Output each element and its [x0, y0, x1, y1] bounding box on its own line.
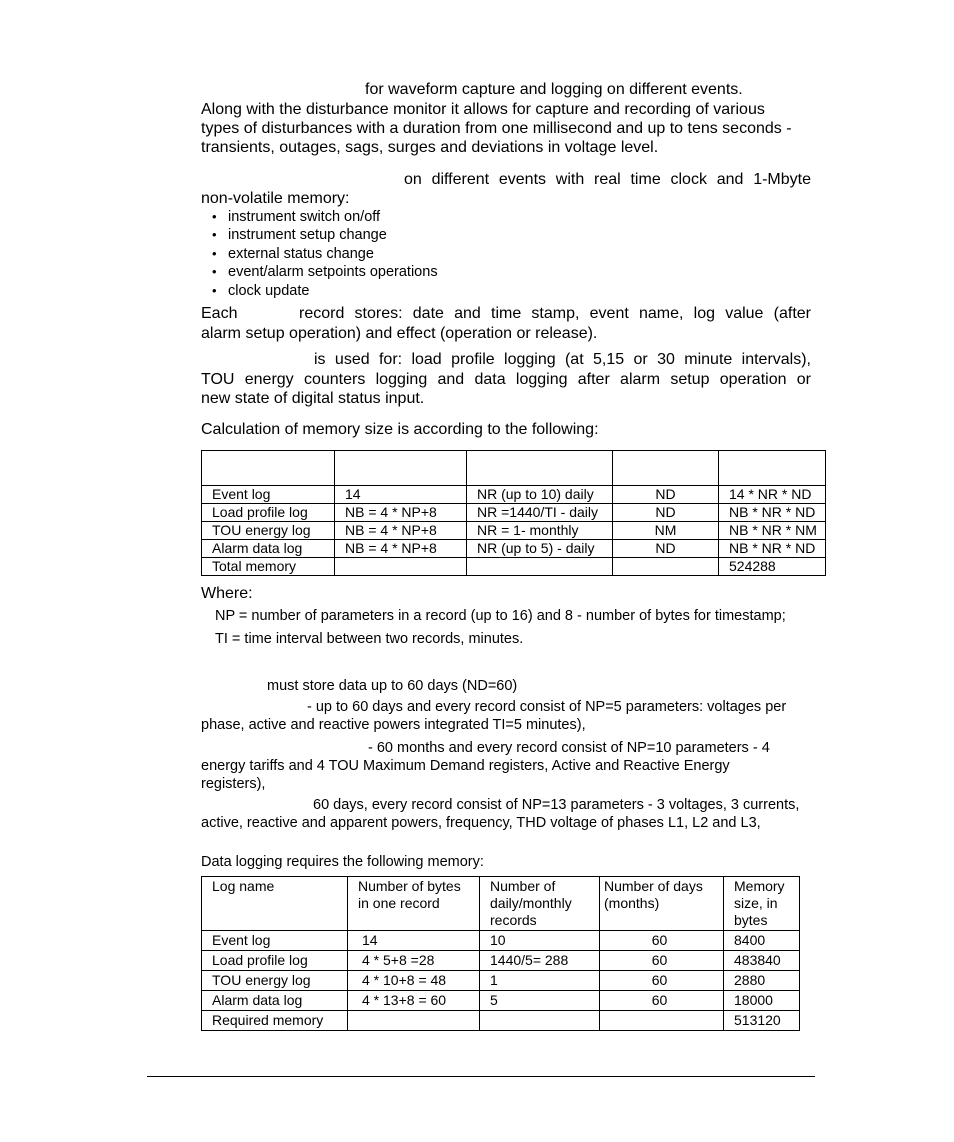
event-list	[201, 208, 438, 300]
table-row	[202, 931, 800, 951]
table-cell: NR (up to 10) daily	[467, 486, 613, 504]
data-log-line-3: new state of digital status input.	[201, 390, 425, 407]
table-cell: 60	[600, 931, 724, 951]
table-cell: 483840	[724, 951, 800, 971]
table-cell: ND	[613, 540, 719, 558]
table-cell: NR =1440/TI - daily	[467, 504, 613, 522]
table-row	[202, 991, 800, 1011]
table-cell: 18000	[724, 991, 800, 1011]
table-cell: 4 * 10+8 = 48	[348, 971, 480, 991]
table-cell: 60	[600, 991, 724, 1011]
table-row	[202, 540, 826, 558]
table-cell: 14	[348, 931, 480, 951]
table-header-row	[202, 877, 800, 931]
column-header: Log name	[202, 877, 348, 931]
table-cell: ND	[613, 486, 719, 504]
example-alarm: 60 days, every record consist of NP=13 parameters - 3 voltages, 3 currents, active, reactive and apparent powers, frequency, THD voltage of phases L1, L2 and L3,	[201, 797, 800, 831]
column-header: Number of bytes in one record	[348, 877, 480, 931]
table-cell: TOU energy log	[202, 522, 335, 540]
record-each: Each	[201, 305, 238, 322]
table-cell: NB = 4 * NP+8	[335, 540, 467, 558]
event-log-line: on different events with real time clock and 1-Mbyte	[404, 171, 811, 188]
where-ti: TI = time interval between two records, minutes.	[215, 631, 524, 647]
table-cell	[480, 1011, 600, 1031]
table-cell: 513120	[724, 1011, 800, 1031]
intro-line: for waveform capture and logging on different events.	[365, 81, 743, 98]
list-item: • instrument switch on/off	[201, 208, 438, 226]
table-row	[202, 1011, 800, 1031]
table-cell: Load profile log	[202, 951, 348, 971]
column-header: Memory size, in bytes	[724, 877, 800, 931]
table-cell: NM	[613, 522, 719, 540]
calc-heading: Calculation of memory size is according to the following:	[201, 421, 599, 438]
data-log-line: is used for: load profile logging (at 5,15 or 30 minute intervals),	[314, 351, 811, 368]
column-header: Number of days (months)	[600, 877, 724, 931]
table-cell	[348, 1011, 480, 1031]
event-log-memory: non-volatile memory:	[201, 190, 350, 207]
table-row	[202, 522, 826, 540]
table-cell: 2880	[724, 971, 800, 991]
table-cell: Total memory	[202, 558, 335, 576]
table-cell: NR = 1- monthly	[467, 522, 613, 540]
table-cell: NB * NR * NM	[719, 522, 826, 540]
required-memory-table	[201, 876, 800, 1031]
list-item: • clock update	[201, 282, 438, 300]
table-cell: Alarm data log	[202, 540, 335, 558]
table-cell: Alarm data log	[202, 991, 348, 1011]
table-cell: 1440/5= 288	[480, 951, 600, 971]
table-cell: NB = 4 * NP+8	[335, 522, 467, 540]
table-row	[202, 504, 826, 522]
table-cell	[467, 558, 613, 576]
table-cell: 8400	[724, 931, 800, 951]
example-load-profile: - up to 60 days and every record consist of NP=5 parameters: voltages per phase, active and reactive powers integrated TI=5 minutes),	[201, 699, 787, 733]
record-description-2: alarm setup operation) and effect (operation or release).	[201, 325, 598, 342]
table-cell: TOU energy log	[202, 971, 348, 991]
table-cell: NB * NR * ND	[719, 504, 826, 522]
example-requires: Data logging requires the following memory:	[201, 854, 484, 870]
list-item: • event/alarm setpoints operations	[201, 263, 438, 281]
table-cell: ND	[613, 504, 719, 522]
table-cell: Load profile log	[202, 504, 335, 522]
table-row	[202, 558, 826, 576]
table-cell: NB = 4 * NP+8	[335, 504, 467, 522]
where-label: Where:	[201, 585, 253, 602]
table-cell: Event log	[202, 931, 348, 951]
table-cell: 10	[480, 931, 600, 951]
where-np: NP = number of parameters in a record (up to 16) and 8 - number of bytes for timestamp;	[215, 608, 786, 624]
column-header: Number of daily/monthly records	[480, 877, 600, 931]
table-cell: Event log	[202, 486, 335, 504]
list-item: • external status change	[201, 245, 438, 263]
example-store: must store data up to 60 days (ND=60)	[267, 678, 518, 694]
table-row	[202, 951, 800, 971]
table-cell: 14 * NR * ND	[719, 486, 826, 504]
table-cell: 1	[480, 971, 600, 991]
table-cell	[600, 1011, 724, 1031]
table-row	[202, 971, 800, 991]
table-cell: NB * NR * ND	[719, 540, 826, 558]
example-tou: - 60 months and every record consist of NP=10 parameters - 4 energy tariffs and 4 TOU Maximum Demand registers, Active and Reactive Energy registers),	[201, 740, 770, 792]
data-log-line-2: TOU energy counters logging and data logging after alarm setup operation or	[201, 371, 811, 388]
list-item: • instrument setup change	[201, 226, 438, 244]
table-header-row	[202, 451, 826, 486]
table-cell	[335, 558, 467, 576]
table-cell: 524288	[719, 558, 826, 576]
table-cell: 14	[335, 486, 467, 504]
table-cell: 60	[600, 971, 724, 991]
memory-formula-table	[201, 450, 826, 576]
table-cell: NR (up to 5) - daily	[467, 540, 613, 558]
table-cell: 60	[600, 951, 724, 971]
table-cell: Required memory	[202, 1011, 348, 1031]
table-cell: 4 * 5+8 =28	[348, 951, 480, 971]
table-cell: 4 * 13+8 = 60	[348, 991, 480, 1011]
table-row	[202, 486, 826, 504]
record-description: record stores: date and time stamp, event name, log value (after	[299, 305, 811, 322]
table-cell: 5	[480, 991, 600, 1011]
footer-divider	[147, 1076, 815, 1077]
table-cell	[613, 558, 719, 576]
intro-paragraph: Along with the disturbance monitor it allows for capture and recording of various types of disturbances with a duration from one millisecond and up to tens seconds - transients, outages, sags, surges and deviations in voltage level.	[201, 101, 792, 156]
